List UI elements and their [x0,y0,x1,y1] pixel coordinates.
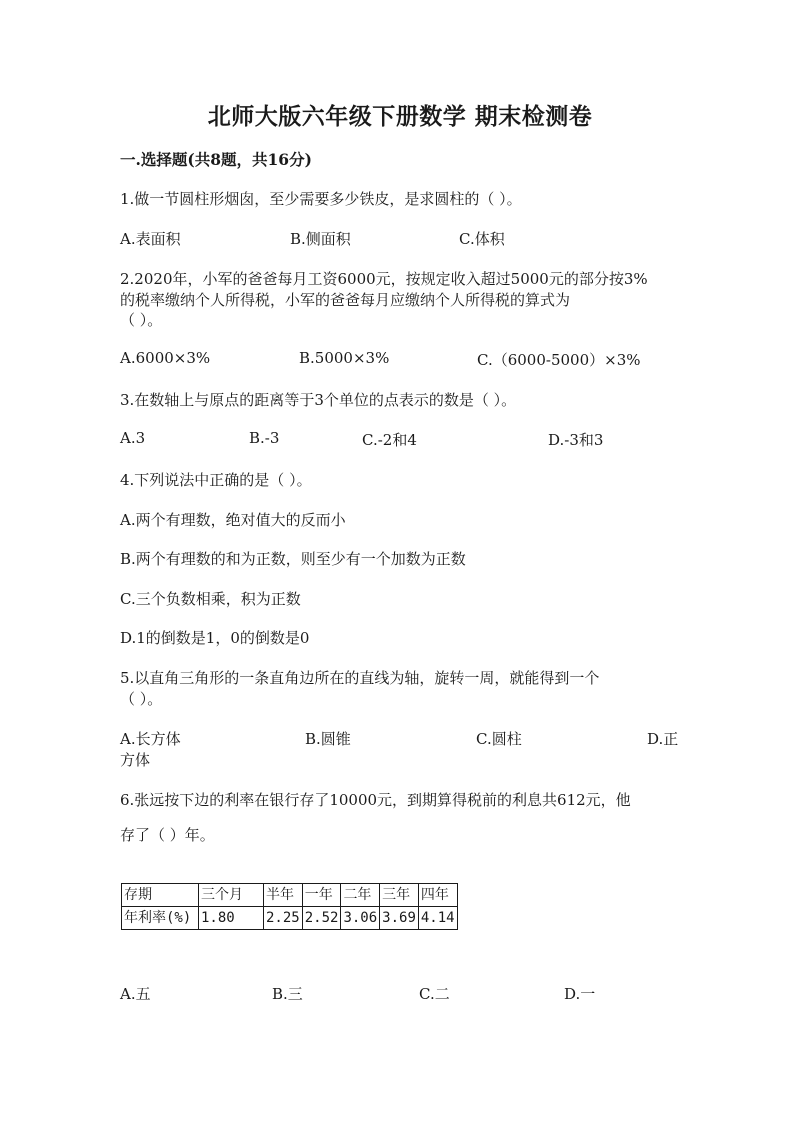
interest-rate-table [121,883,458,930]
question-1-stem: 1.做一节圆柱形烟囱，至少需要多少铁皮，是求圆柱的（ ）。 [120,190,522,208]
question-3-option-b: B.-3 [249,429,280,447]
table-cell: 年利率(%) [122,907,199,930]
table-cell: 3.06 [341,907,380,930]
question-2-stem-line-3: （ ）。 [120,311,163,329]
table-header-cell: 一年 [302,884,341,907]
question-5-option-d-continued: 方体 [120,751,151,769]
question-5-option-d: D.正 [647,730,679,748]
table-cell: 1.80 [199,907,264,930]
exam-title: 北师大版六年级下册数学 期末检测卷 [207,103,593,130]
question-6-option-b: B.三 [272,985,303,1003]
question-1-option-b: B.侧面积 [290,230,351,248]
table-cell: 4.14 [418,907,457,930]
table-row [122,884,458,907]
question-6-stem-line-1: 6.张远按下边的利率在银行存了10000元，到期算得税前的利息共612元，他 [120,791,631,809]
table-header-cell: 三年 [380,884,419,907]
table-header-cell: 三个月 [199,884,264,907]
table-header-cell: 存期 [122,884,199,907]
table-cell: 2.52 [302,907,341,930]
question-6-stem-line-2: 存了（ ）年。 [120,826,215,844]
question-6-option-a: A.五 [120,985,151,1003]
question-4-option-c: C.三个负数相乘，积为正数 [120,590,301,608]
table-cell: 3.69 [380,907,419,930]
question-6-option-c: C.二 [419,985,450,1003]
question-3-option-a: A.3 [120,429,146,447]
question-3-option-c: C.-2和4 [362,431,417,449]
table-header-cell: 四年 [418,884,457,907]
question-4-option-d: D.1的倒数是1，0的倒数是0 [120,629,310,647]
table-row [122,907,458,930]
question-2-option-c: C.（6000-5000）×3% [477,351,641,369]
question-5-stem-line-1: 5.以直角三角形的一条直角边所在的直线为轴，旋转一周，就能得到一个 [120,669,600,687]
question-4-option-a: A.两个有理数，绝对值大的反而小 [120,511,346,529]
table-cell: 2.25 [264,907,303,930]
question-5-option-c: C.圆柱 [476,730,522,748]
section-heading: 一.选择题(共8题，共16分) [120,150,312,169]
question-2-option-a: A.6000×3% [120,349,211,367]
question-6-option-d: D.一 [564,985,596,1003]
table-header-cell: 半年 [264,884,303,907]
question-5-option-a: A.长方体 [120,730,181,748]
question-2-option-b: B.5000×3% [299,349,390,367]
table-header-cell: 二年 [341,884,380,907]
question-2-stem-line-2: 的税率缴纳个人所得税，小军的爸爸每月应缴纳个人所得税的算式为 [120,291,571,309]
question-1-option-a: A.表面积 [120,230,181,248]
question-5-stem-line-2: （ ）。 [120,690,163,708]
question-1-option-c: C.体积 [459,230,505,248]
question-4-option-b: B.两个有理数的和为正数，则至少有一个加数为正数 [120,550,466,568]
question-5-option-b: B.圆锥 [305,730,351,748]
question-4-stem: 4.下列说法中正确的是（ ）。 [120,471,312,489]
question-3-option-d: D.-3和3 [548,431,604,449]
question-2-stem-line-1: 2.2020年，小军的爸爸每月工资6000元，按规定收入超过5000元的部分按3% [120,270,648,288]
question-3-stem: 3.在数轴上与原点的距离等于3个单位的点表示的数是（ ）。 [120,391,517,409]
